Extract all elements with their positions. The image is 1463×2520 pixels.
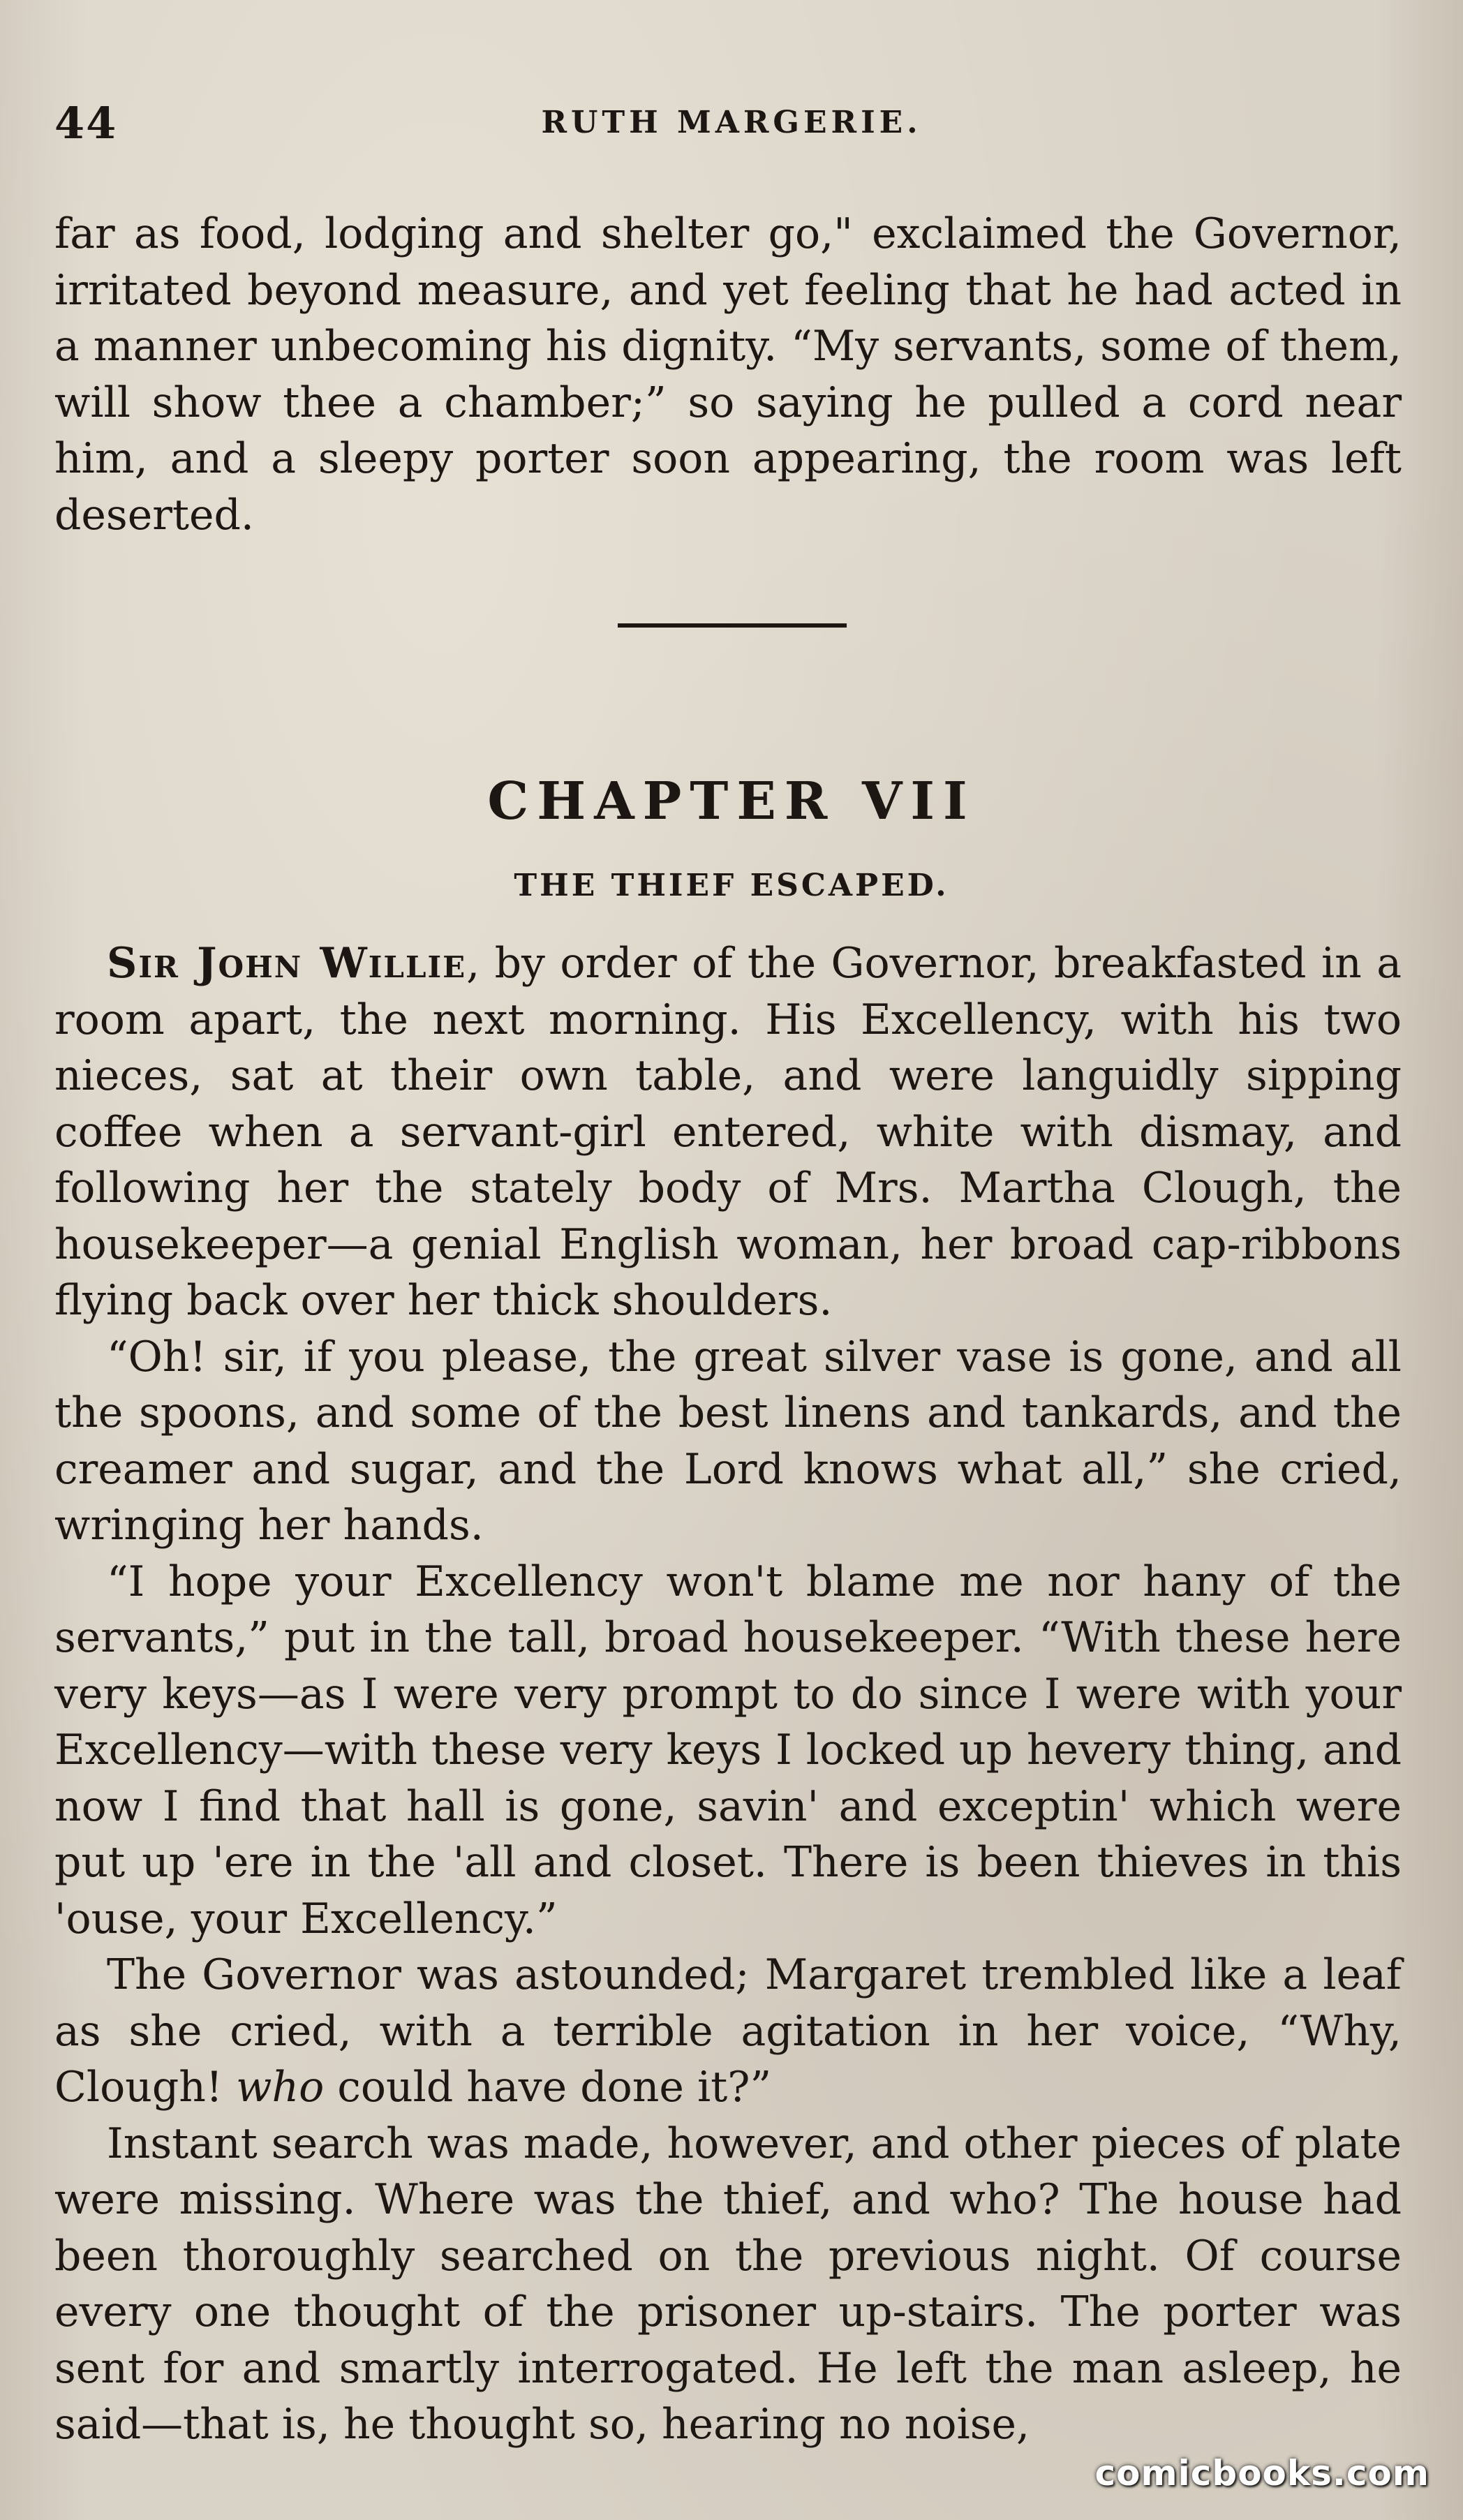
chapter-body bbox=[54, 935, 1402, 2453]
chapter-title: CHAPTER VII bbox=[487, 771, 976, 831]
paragraph-text: could have done it?” bbox=[324, 2063, 772, 2112]
character-name: Sir John Willie bbox=[107, 939, 467, 988]
paragraph-text: The Governor was astounded; Margaret trembled like a leaf as she cried, with a terrible agitation in her voice, “Why, Clough! bbox=[54, 1950, 1402, 2112]
watermark: comicbooks.com bbox=[1094, 2453, 1429, 2493]
paragraph: “Oh! sir, if you please, the great silver vase is gone, and all the spoons, and some of the best linens and tankards, and the creamer and sugar, and the Lord knows what all,” she cried, wringing her hands. bbox=[54, 1332, 1402, 1550]
running-title: RUTH MARGERIE. bbox=[541, 105, 922, 140]
emphasis: who bbox=[236, 2063, 325, 2112]
section-divider bbox=[618, 623, 847, 628]
paragraph bbox=[54, 1947, 1402, 2116]
continuation-paragraph bbox=[54, 206, 1402, 543]
running-head bbox=[54, 98, 1409, 154]
paragraph bbox=[54, 935, 1402, 1329]
page-number: 44 bbox=[54, 98, 118, 149]
paragraph: Instant search was made, however, and other pieces of plate were missing. Where was the thief, and who? The house had been thoroughly searched on the previous night. Of course every one thought of the prisoner up-stairs. The porter was sent for and smartly interrogated. He left the man asleep, he said—that is, he thought so, hearing no noise, bbox=[54, 2119, 1402, 2449]
chapter-subtitle: THE THIEF ESCAPED. bbox=[514, 868, 949, 903]
paragraph: far as food, lodging and shelter go," exclaimed the Governor, irritated beyond measure, and yet feeling that he had acted in a manner unbecoming his dignity. “My servants, some of them, will show thee a chamber;” so saying he pulled a cord near him, and a sleepy porter soon appearing, the room was left deserted. bbox=[54, 209, 1402, 540]
paragraph-text: , by order of the Governor, breakfasted in a room apart, the next morning. His Excellency, with his two nieces, sat at their own table, and were languidly sipping coffee when a servant-girl entered, white with dismay, and following her the stately body of Mrs. Martha Clough, the housekeeper—a genial English woman, her broad cap-ribbons flying back over her thick shoulders. bbox=[54, 939, 1402, 1325]
paragraph: “I hope your Excellency won't blame me nor hany of the servants,” put in the tall, broad housekeeper. “With these here very keys—as I were very prompt to do since I were with your Excellency—with these very keys I locked up hevery thing, and now I find that hall is gone, savin' and exceptin' which were put up 'ere in the 'all and closet. There is been thieves in this 'ouse, your Excellency.” bbox=[54, 1557, 1402, 1943]
